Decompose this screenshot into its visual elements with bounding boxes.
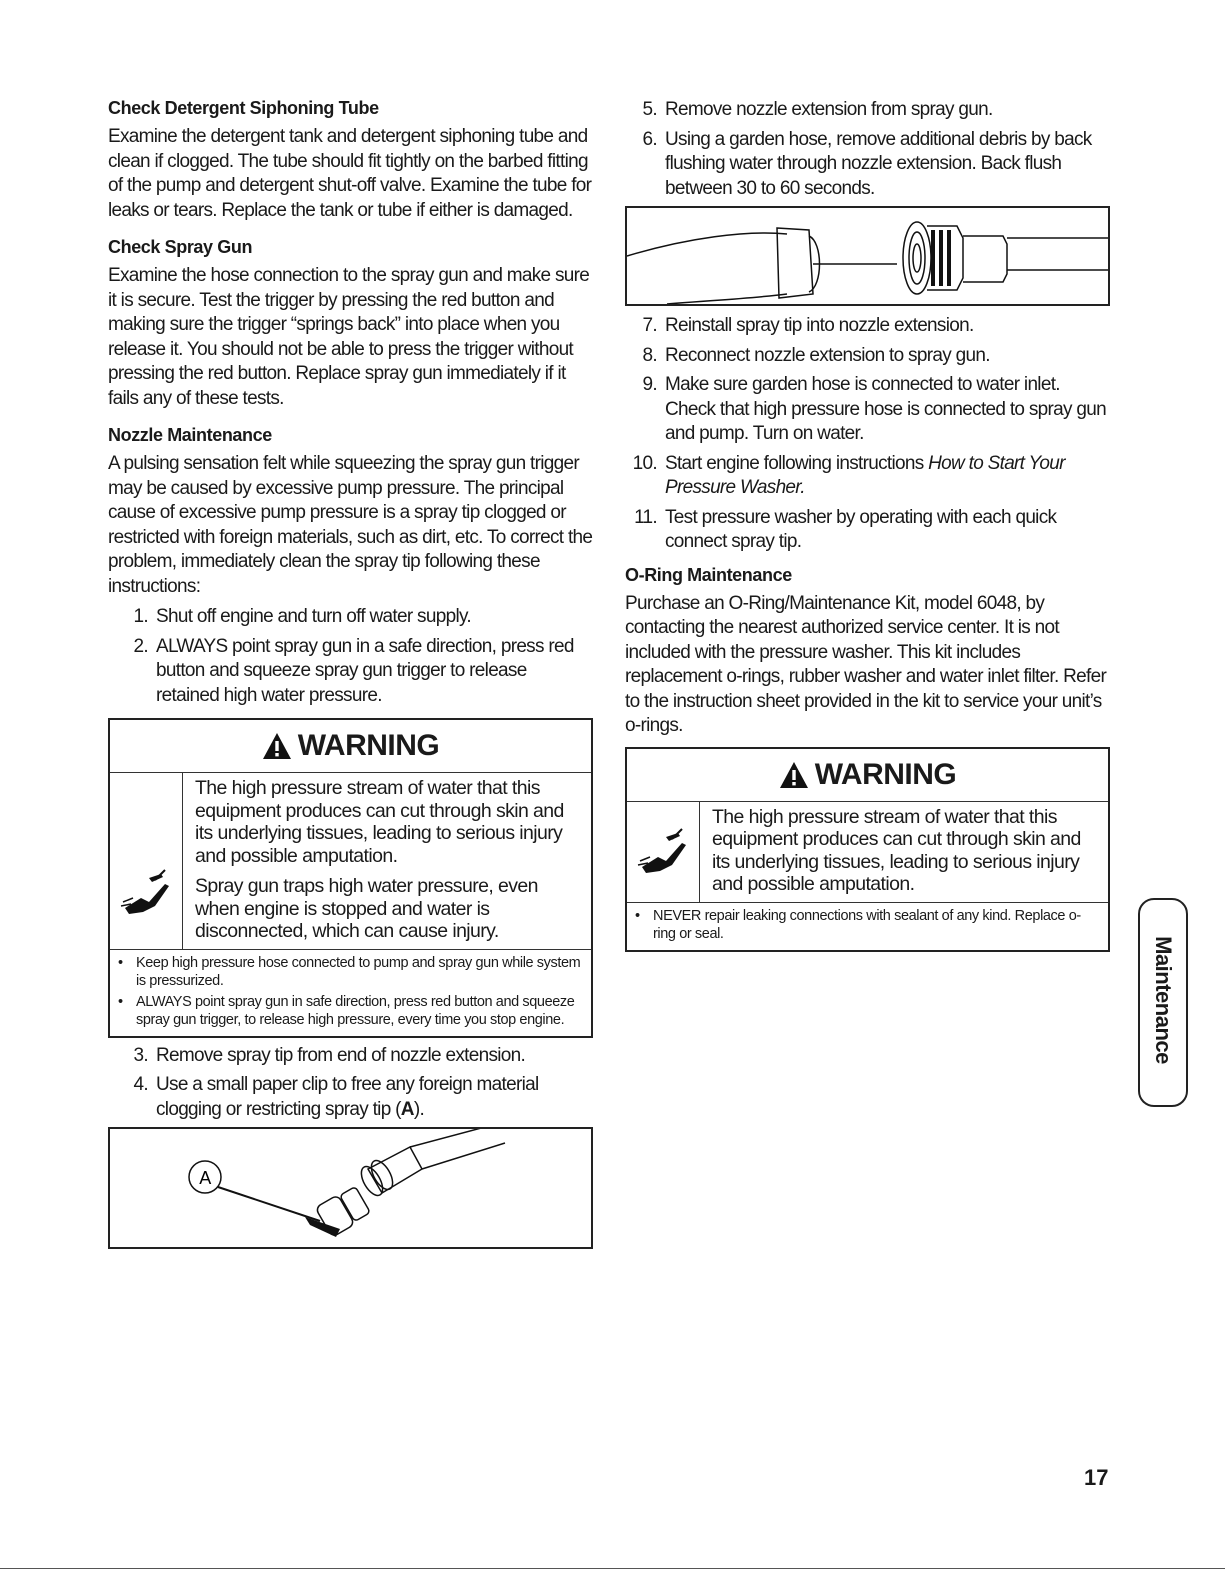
warning-para-2: Spray gun traps high water pressure, even when engine is stopped and water is disconnected, which can cause injury. [195, 875, 538, 942]
steps-list-b [108, 1044, 593, 1123]
warning-para-1: The high pressure stream of water that this equipment produces can cut through skin and its underlying tissues, leading to serious injury and possible amputation. [712, 805, 1081, 895]
warning-body [627, 802, 1108, 903]
step-item: 1. Shut off engine and turn off water supply. [133, 606, 471, 627]
warning-text [700, 802, 1108, 902]
injection-hazard-icon [110, 773, 183, 949]
spraygun-heading: Check Spray Gun [108, 237, 253, 257]
spray-tip-clip-illustration [110, 1129, 591, 1247]
step-item: 11. Test pressure washer by operating with each quick connect spray tip. [634, 506, 1057, 552]
nozzle-heading: Nozzle Maintenance [108, 425, 272, 445]
page-number: 17 [1084, 1465, 1109, 1490]
injection-hazard-icon [627, 802, 700, 902]
oring-body: Purchase an O-Ring/Maintenance Kit, model 6048, by contacting the nearest authorized service center. It is not included with the pressure washer. This kit includes replacement o-rings, rubber washer and water inlet filter. Refer to the instruction sheet provided in the kit to service your unit’s o-rings. [625, 592, 1107, 736]
bottom-rule [0, 1568, 1225, 1569]
warning-para-1: The high pressure stream of water that this equipment produces can cut through skin and its underlying tissues, leading to serious injury and possible amputation. [195, 777, 564, 867]
warning-box-right [625, 747, 1110, 952]
step-item: 4. Use a small paper clip to free any foreign material clogging or restricting spray tip (A). [133, 1074, 539, 1120]
nozzle-extension-illustration [627, 208, 1108, 304]
step-item: 9. Make sure garden hose is connected to water inlet. Check that high pressure hose is connected to spray gun and pump. Turn on water. [642, 374, 1107, 444]
right-column [625, 98, 1110, 952]
spray-tip-figure [108, 1127, 593, 1249]
step-item: 8. Reconnect nozzle extension to spray gun. [642, 344, 990, 366]
warning-triangle-icon [262, 732, 292, 760]
warning-title: WARNING [297, 729, 440, 762]
step-item: 3. Remove spray tip from end of nozzle extension. [133, 1044, 526, 1066]
siphon-heading: Check Detergent Siphoning Tube [108, 98, 379, 118]
nozzle-body: A pulsing sensation felt while squeezing the spray gun trigger may be caused by excessive pump pressure. The principal cause of excessive pump pressure is a spray tip clogged or restricted with foreign materials, such as dirt, etc. To correct the problem, immediately clean the spray tip following these instructions: [108, 453, 593, 597]
section-tab-label: Maintenance [1151, 936, 1177, 1064]
step-item: 5. Remove nozzle extension from spray gun. [642, 99, 993, 120]
steps-list-c [617, 98, 1110, 201]
warning-bullet: • NEVER repair leaking connections with sealant of any kind. Replace o-ring or seal. [635, 907, 1081, 942]
warning-header [627, 749, 1108, 802]
siphon-body: Examine the detergent tank and detergent siphoning tube and clean if clogged. The tube should fit tightly on the barbed fitting of the pump and detergent shut-off valve. Examine the tube for leaks or tears. Replace the tank or tube if either is damaged. [108, 126, 592, 221]
steps-list-d [617, 314, 1110, 555]
warning-bullet: • Keep high pressure hose connected to pump and spray gun while system is pressurized. [118, 954, 581, 989]
oring-heading: O-Ring Maintenance [625, 564, 792, 585]
warning-bullets [627, 903, 1108, 950]
warning-body [110, 773, 591, 950]
warning-triangle-icon [779, 761, 809, 789]
step-item: 6. Using a garden hose, remove additional debris by back flushing water through nozzle extension. Back flush between 30 to 60 seconds. [642, 128, 1092, 199]
steps-list-a [108, 605, 593, 708]
left-column [108, 98, 593, 1249]
nozzle-flush-figure [625, 206, 1110, 306]
step-item: 10. Start engine following instructions How to Start Your Pressure Washer. [632, 452, 1065, 498]
step-item: 2. ALWAYS point spray gun in a safe direction, press red button and squeeze spray gun trigger to release retained high water pressure. [133, 635, 574, 706]
figure-callout-a: A [199, 1168, 211, 1188]
warning-header [110, 720, 591, 773]
warning-bullet: • ALWAYS point spray gun in safe direction, press red button and squeeze spray gun trigger, to release high pressure, every time you stop engine. [118, 993, 575, 1028]
step-item: 7. Reinstall spray tip into nozzle extension. [642, 315, 974, 336]
spraygun-body: Examine the hose connection to the spray gun and make sure it is secure. Test the trigger by pressing the red button and making sure the trigger “springs back” into place when you release it. You should not be able to press the trigger without pressing the red button. Replace spray gun immediately if it fails any of these tests. [108, 265, 590, 409]
warning-title: WARNING [814, 757, 957, 791]
warning-text [183, 773, 591, 949]
warning-box-left [108, 718, 593, 1038]
warning-bullets [110, 950, 591, 1036]
